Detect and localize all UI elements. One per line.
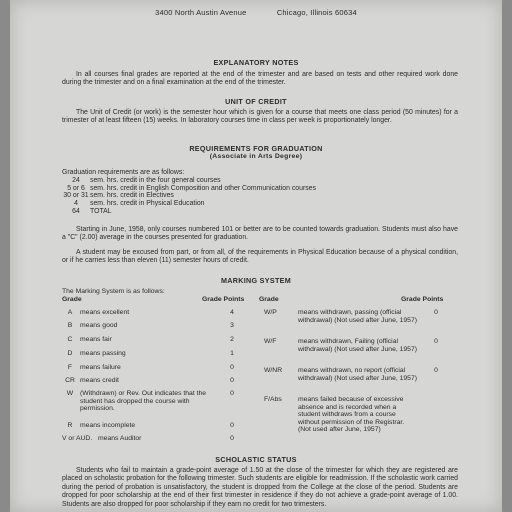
credit-description: sem. hrs. credit in English Composition and other Communication courses — [90, 184, 316, 192]
grade-description: means credit — [80, 377, 119, 384]
grade-description: means withdrawn, passing (official withdrawal) (Not used after June, 1957) — [298, 309, 418, 324]
city-address: Chicago, Illinois 60634 — [276, 8, 357, 17]
credit-description: sem. hrs. credit in Physical Education — [90, 200, 205, 208]
table-row — [62, 322, 252, 331]
grade-letter: C — [67, 336, 73, 343]
transcript-page — [10, 0, 502, 512]
grade-letter: B — [67, 322, 73, 329]
table-row — [62, 336, 252, 345]
list-item — [62, 177, 392, 185]
credit-hours: 4 — [74, 200, 78, 208]
grade-description: means incomplete — [80, 422, 136, 429]
marking-system-title: MARKING SYSTEM — [220, 276, 292, 285]
table-row — [62, 422, 252, 431]
grade-points: 0 — [230, 377, 234, 384]
table-row — [264, 367, 454, 391]
list-item — [62, 192, 392, 200]
grade-column-header: Grade — [62, 296, 82, 303]
grade-description: means fair — [80, 336, 112, 343]
grade-points: 0 — [434, 309, 438, 316]
table-row — [264, 338, 454, 362]
grade-letter: W/P — [264, 309, 277, 316]
grade-letter: W/F — [264, 338, 277, 345]
grade-points: 1 — [230, 350, 234, 357]
grade-description: (Withdrawn) or Rev. Out indicates that the student has dropped the course with permission. — [80, 390, 207, 413]
graduation-paragraph-2: A student may be excused from part, or from all, of the requirements in Physical Education because of a physical condition, or if he carries less than eleven (11) semester hours of credit. — [62, 249, 458, 265]
unit-of-credit-title: UNIT OF CREDIT — [225, 97, 287, 106]
scholastic-status-text: Students who fail to maintain a grade-point average of 1.50 at the close of the trimester for which they are registered are placed on scholastic probation for the following trimester. Such students are eligible for readmission. If the scholastic work carried during the period of probation is unsatisfactory, the student is dropped from the College at the close of the period. Students are dropped for poor scholarship at the end of their first trimester in residence if they do not achieve a grade-point average of 1.00. Students are also dropped for poor scholarship if they earn no credit for two trimesters. — [62, 467, 458, 508]
graduation-title: REQUIREMENTS FOR GRADUATION — [189, 144, 323, 153]
grade-points: 3 — [230, 322, 234, 329]
grade-points: 0 — [230, 422, 234, 429]
explanatory-notes-title: EXPLANATORY NOTES — [213, 58, 299, 67]
credit-hours: 30 or 31 — [63, 192, 89, 200]
grade-description: means failed because of excessive absence and is recorded when a student withdraws from a course without permission of the Registrar. (Not used after June, 1957) — [298, 396, 405, 434]
table-row — [62, 309, 252, 318]
grade-column-header-right: Grade — [259, 296, 279, 303]
credit-description: TOTAL — [90, 207, 112, 215]
table-row — [62, 364, 252, 373]
grade-letter: V or AUD. — [62, 435, 93, 442]
grade-description: means failure — [80, 364, 121, 371]
list-item — [62, 208, 392, 216]
grade-points: 4 — [230, 309, 234, 316]
grade-letter: F — [67, 364, 73, 371]
list-item — [62, 200, 392, 208]
grade-points: 0 — [434, 338, 438, 345]
credit-hours: 5 or 6 — [67, 184, 85, 192]
grade-letter: F/Abs — [264, 396, 282, 403]
grade-description: means Auditor — [98, 435, 142, 442]
street-address: 3400 North Austin Avenue — [155, 8, 247, 17]
graduation-subtitle: (Associate in Arts Degree) — [209, 153, 303, 160]
grade-description: means passing — [80, 350, 126, 357]
grade-points: 0 — [230, 364, 234, 371]
table-row — [62, 390, 252, 416]
credit-hours: 64 — [72, 207, 80, 215]
scholastic-status-title: SCHOLASTIC STATUS — [215, 455, 297, 464]
grade-letter: CR — [65, 377, 75, 384]
address-line — [10, 8, 502, 17]
graduation-intro: Graduation requirements are as follows: — [62, 169, 185, 176]
credit-hours: 24 — [72, 176, 80, 184]
list-item — [62, 185, 392, 193]
grade-description: means good — [80, 322, 118, 329]
explanatory-notes-text: In all courses final grades are reported at the end of the trimester and are based on tests and other required work done during the trimester and on a final examination at the end of the trimester. — [62, 71, 458, 87]
unit-of-credit-text: The Unit of Credit (or work) is the semester hour which is given for a course that meets one class period (50 minutes) for a trimester of at least fifteen (15) weeks. In laboratory courses time in class per week is proportionately longer. — [62, 109, 458, 125]
grade-points-column-header-right: Grade Points — [401, 296, 444, 303]
grade-description: means excellent — [80, 309, 130, 316]
grade-letter: D — [67, 350, 73, 357]
table-row — [264, 309, 454, 333]
credit-description: sem. hrs. credit in the four general courses — [90, 176, 221, 184]
graduation-requirements-list — [62, 169, 392, 216]
table-row — [62, 350, 252, 359]
graduation-paragraph-1: Starting in June, 1958, only courses numbered 101 or better are to be counted towards graduation. Students must also have a "C" (2.00) average in the courses presented for graduation. — [62, 226, 458, 242]
grade-letter: A — [67, 309, 73, 316]
marking-intro: The Marking System is as follows: — [62, 288, 165, 295]
grade-letter: W — [66, 390, 74, 397]
grade-points: 0 — [434, 367, 438, 374]
grade-points-column-header: Grade Points — [202, 296, 245, 303]
grade-letter: R — [67, 422, 73, 429]
grade-points: 0 — [230, 390, 234, 397]
grade-points: 0 — [230, 435, 234, 442]
grade-description: means withdrawn, Failing (official withdrawal) (Not used after June, 1957) — [298, 338, 418, 353]
table-row — [62, 377, 252, 386]
credit-description: sem. hrs. credit in Electives — [90, 192, 174, 200]
table-row — [264, 396, 454, 450]
grade-points: 2 — [230, 336, 234, 343]
grade-letter: W/NR — [264, 367, 283, 374]
grade-description: means withdrawn, no report (official withdrawal) (Not used after June, 1957) — [298, 367, 418, 382]
table-row — [62, 435, 252, 444]
